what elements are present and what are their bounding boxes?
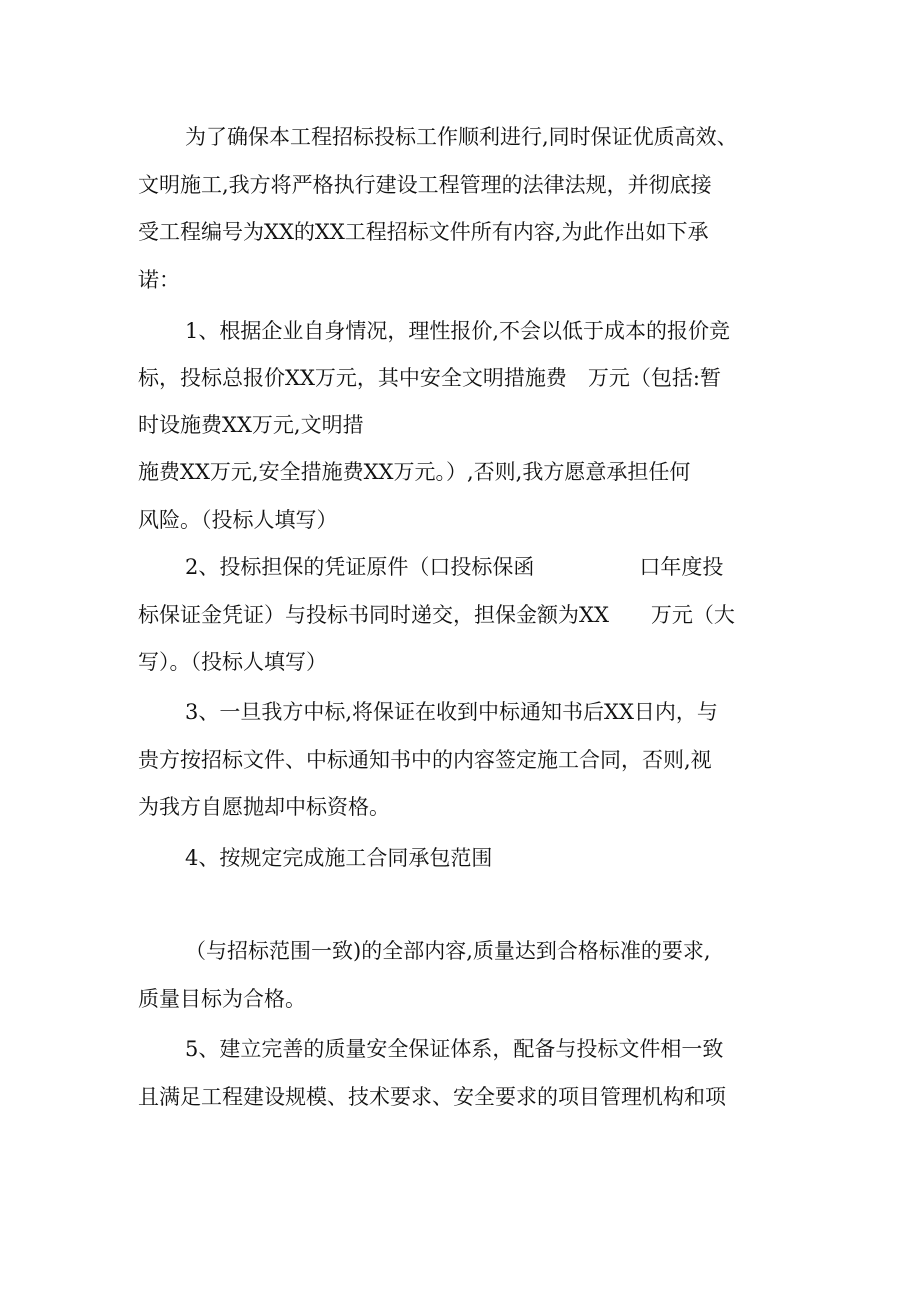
clause-2-line-3: 写）。（投标人填写） [138,650,327,674]
clause-4-line-1: 4、按规定完成施工合同承包范围 [185,846,493,870]
clause-3-line-2: 贵方按招标文件、中标通知书中的内容签定施工合同，否则,视 [138,748,712,772]
clause-4-line-3: 质量目标为合格。 [138,987,306,1011]
clause-1-line-1: 1、根据企业自身情况，理性报价,不会以低于成本的报价竞 [185,319,731,343]
clause-3-line-1: 3、一旦我方中标,将保证在收到中标通知书后XX日内，与 [185,700,718,724]
paragraph-intro-line-2: 文明施工,我方将严格执行建设工程管理的法律法规，并彻底接 [138,173,712,197]
clause-1-line-5: 风险。（投标人填写） [138,508,338,532]
clause-2-line-1: 2、投标担保的凭证原件（口投标保函 口年度投 [185,555,724,579]
paragraph-intro-line-1: 为了确保本工程招标投标工作顺利进行,同时保证优质高效、 [185,125,738,149]
clause-1-line-3: 时设施费XX万元,文明措 [138,413,364,437]
clause-5-line-1: 5、建立完善的质量安全保证体系，配备与投标文件相一致 [185,1037,724,1061]
clause-1-line-4: 施费XX万元,安全措施费XX万元。）,否则,我方愿意承担任何 [138,460,691,484]
paragraph-intro-line-4: 诺： [138,268,180,292]
clause-1-line-2: 标，投标总报价XX万元，其中安全文明措施费 万元（包括:暂 [138,366,721,390]
paragraph-intro-line-3: 受工程编号为XX的XX工程招标文件所有内容,为此作出如下承 [138,220,709,244]
clause-4-line-2: （与招标范围一致)的全部内容,质量达到合格标准的要求, [185,939,711,963]
clause-3-line-3: 为我方自愿抛却中标资格。 [138,795,390,819]
clause-2-line-2: 标保证金凭证）与投标书同时递交，担保金额为XX 万元（大 [138,603,735,627]
clause-5-line-2: 且满足工程建设规模、技术要求、安全要求的项目管理机构和项 [138,1085,726,1109]
